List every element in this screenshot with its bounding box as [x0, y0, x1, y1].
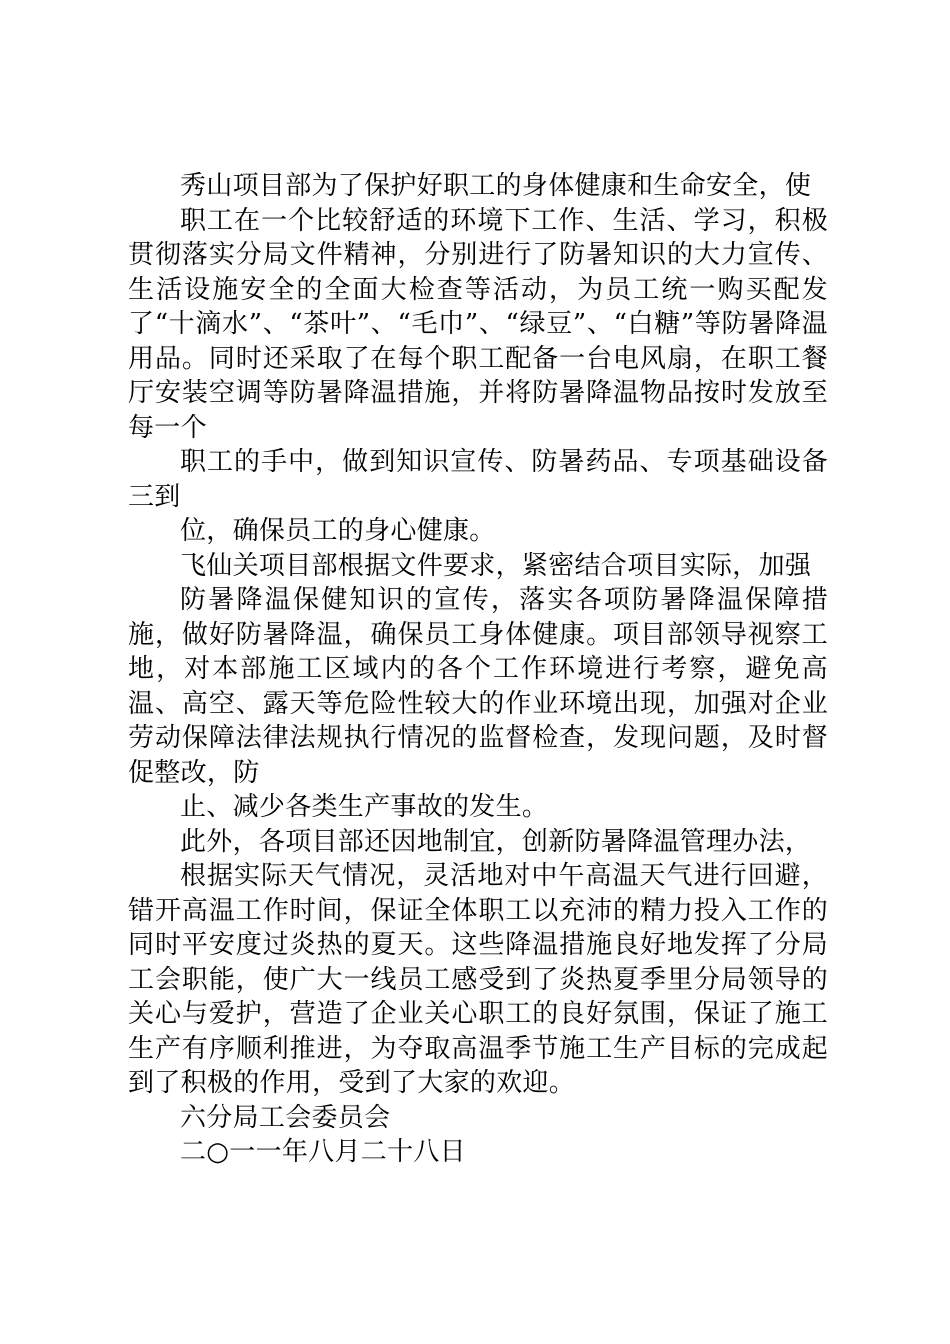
paragraph-other-measures: 根据实际天气情况，灵活地对中午高温天气进行回避，错开高温工作时间，保证全体职工以充沛的精力投入工作的同时平安度过炎热的夏天。这些降温措施良好地发挥了分局工会职能，使广大一线员工感受到了炎热夏季里分局领导的关心与爱护，营造了企业关心职工的良好氛围，保证了施工生产有序顺利推进，为夺取高温季节施工生产目标的完成起到了积极的作用，受到了大家的欢迎。 [128, 861, 828, 1098]
paragraph-feixianguan-conclusion: 止、减少各类生产事故的发生。 [180, 792, 549, 822]
paragraph-feixianguan-measures: 防暑降温保健知识的宣传，落实各项防暑降温保障措施，做好防暑降温，确保员工身体健康。项目部领导视察工地，对本部施工区域内的各个工作环境进行考察，避免高温、高空、露天等危险性较大的作业环境出现，加强对企业劳动保障法律法规执行情况的监督检查，发现问题，及时督促整改，防 [128, 585, 828, 788]
paragraph-xiushan-intro: 秀山项目部为了保护好职工的身体健康和生命安全，使 [180, 171, 812, 201]
document-body [128, 169, 828, 1170]
signature-date: 二○一一年八月二十八日 [180, 1137, 466, 1167]
paragraph-xiushan-measures: 职工在一个比较舒适的环境下工作、生活、学习，积极贯彻落实分局文件精神，分别进行了防暑知识的大力宣传、生活设施安全的全面大检查等活动，为员工统一购买配发了“十滴水”、“茶叶”、“毛巾”、“绿豆”、“白糖”等防暑降温用品。同时还采取了在每个职工配备一台电风扇，在职工餐厅安装空调等防暑降温措施，并将防暑降温物品按时发放至每一个 [128, 205, 828, 443]
signature-organization: 六分局工会委员会 [180, 1102, 391, 1133]
paragraph-xiushan-distribution: 职工的手中，做到知识宣传、防暑药品、专项基础设备三到 [128, 447, 828, 512]
paragraph-xiushan-conclusion: 位，确保员工的身心健康。 [180, 516, 496, 546]
paragraph-other-intro: 此外，各项目部还因地制宜，创新防暑降温管理办法， [180, 826, 812, 857]
paragraph-feixianguan-intro: 飞仙关项目部根据文件要求，紧密结合项目实际，加强 [180, 550, 812, 581]
